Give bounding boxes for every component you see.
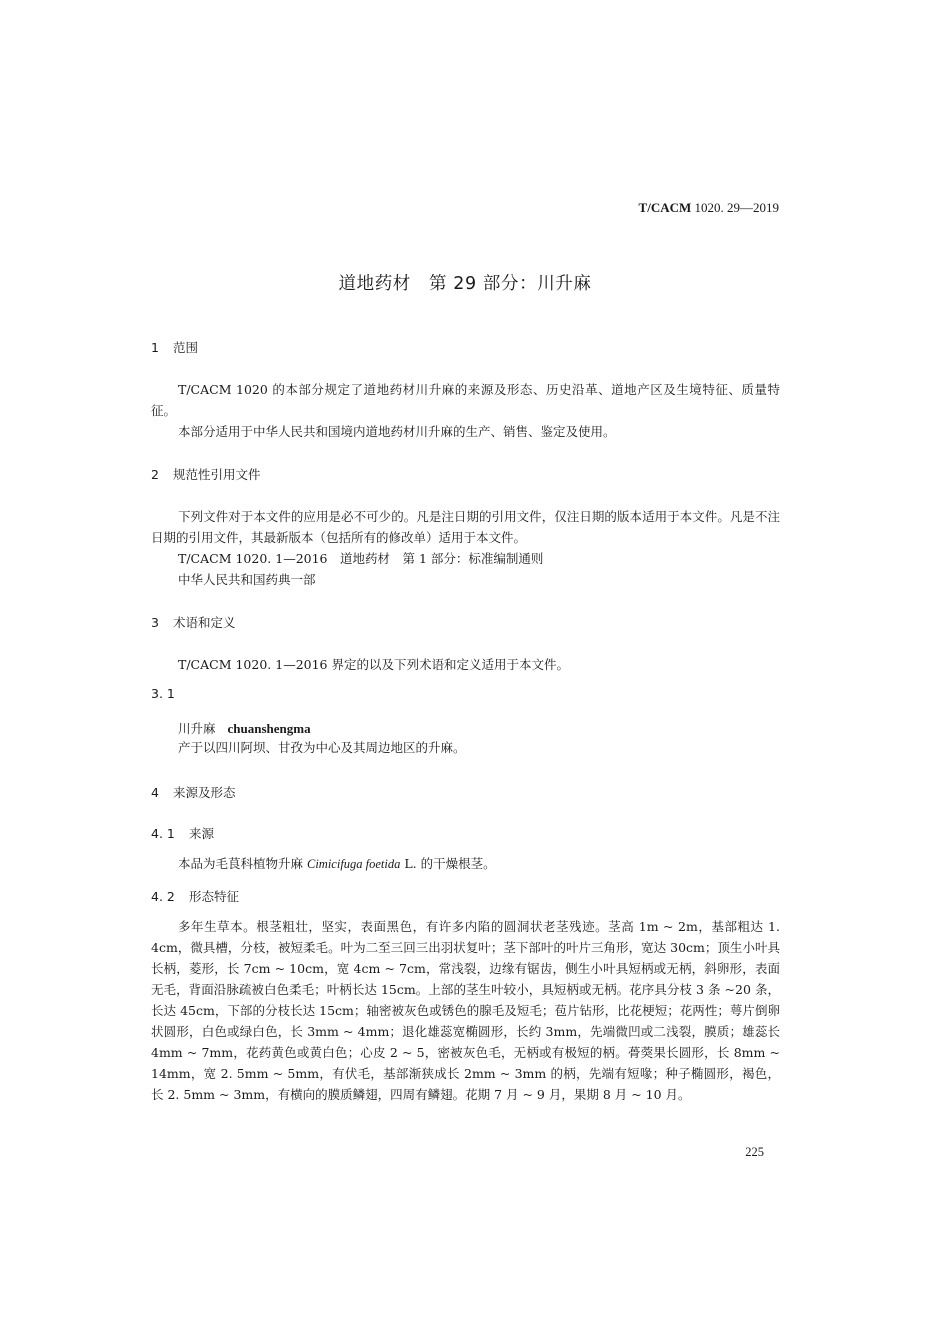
section-4-heading: 4 来源及形态 xyxy=(151,785,236,800)
term-entry xyxy=(178,719,311,737)
term-english: chuanshengma xyxy=(227,721,311,736)
term-chinese: 川升麻 xyxy=(178,721,216,736)
subsection-4-2-heading: 4. 2 形态特征 xyxy=(151,889,240,904)
subsection-4-2-body: 多年生草本。根茎粗壮，坚实，表面黑色，有许多内陷的圆洞状老茎残迹。茎高 1m ~ 2m，基部粗达 1. 4cm，微具槽，分枝，被短柔毛。叶为二至三回三出羽状复叶；茎下部叶的叶片三角形，宽达 30cm；顶生小叶具长柄，菱形，长 7cm ~ 10cm，宽 4cm ~ 7cm，常浅裂，边缘有锯齿，侧生小叶具短柄或无柄，斜卵形，表面无毛，背面沿脉疏被白色柔毛；叶柄长达 15cm。上部的茎生叶较小，具短柄或无柄。花序具分枝 3 条 ~20 条，长达 45cm，下部的分枝长达 15cm；轴密被灰色或锈色的腺毛及短毛；苞片钻形，比花梗短；花两性；萼片倒卵状圆形，白色或绿白色，长 3mm ~ 4mm；退化雄蕊宽椭圆形，长约 3mm，先端微凹或二浅裂，膜质；雄蕊长 4mm ~ 7mm，花药黄色或黄白色；心皮 2 ~ 5，密被灰色毛，无柄或有极短的柄。蓇葖果长圆形，长 8mm ~ 14mm，宽 2. 5mm ~ 5mm，有伏毛，基部渐狭成长 2mm ~ 3mm 的柄，先端有短喙；种子椭圆形，褐色，长 2. 5mm ~ 3mm，有横向的膜质鳞翅，四周有鳞翅。花期 7 月 ~ 9 月，果期 8 月 ~ 10 月。 xyxy=(151,919,780,1102)
subsection-4-1-body: 本品为毛茛科植物升麻 Cimicifuga foetida L. 的干燥根茎。 xyxy=(178,856,496,871)
subsection-3-1-number: 3. 1 xyxy=(151,686,175,701)
normative-reference: 中华人民共和国药典一部 xyxy=(178,572,316,587)
page-title: 道地药材 第 29 部分：川升麻 xyxy=(338,274,592,294)
normative-reference: T/CACM 1020. 1—2016 道地药材 第 1 部分：标准编制通则 xyxy=(178,551,544,566)
section-2-body: 下列文件对于本文件的应用是必不可少的。凡是注日期的引用文件，仅注日期的版本适用于本文件。凡是不注日期的引用文件，其最新版本（包括所有的修改单）适用于本文件。 T/CACM 1020. 1—2016 道地药材 第 1 部分：标准编制通则 中华人民共和国药典一部 xyxy=(151,506,780,590)
section-1-heading: 1 范围 xyxy=(151,340,199,355)
term-definition: 产于以四川阿坝、甘孜为中心及其周边地区的升麻。 xyxy=(178,740,466,755)
section-3-heading: 3 术语和定义 xyxy=(151,615,236,630)
subsection-4-1-heading: 4. 1 来源 xyxy=(151,826,215,841)
page-number: 225 xyxy=(745,1145,764,1159)
document-number: T/CACM 1020. 29—2019 xyxy=(638,200,779,215)
section-3-body: T/CACM 1020. 1—2016 界定的以及下列术语和定义适用于本文件。 xyxy=(178,657,569,672)
section-2-heading: 2 规范性引用文件 xyxy=(151,467,261,482)
section-1-body: T/CACM 1020 的本部分规定了道地药材川升麻的来源及形态、历史沿革、道地产区及生境特征、质量特征。 本部分适用于中华人民共和国境内道地药材川升麻的生产、销售、鉴定及使用。 xyxy=(151,382,780,439)
latin-name: Cimicifuga foetida xyxy=(306,857,401,871)
